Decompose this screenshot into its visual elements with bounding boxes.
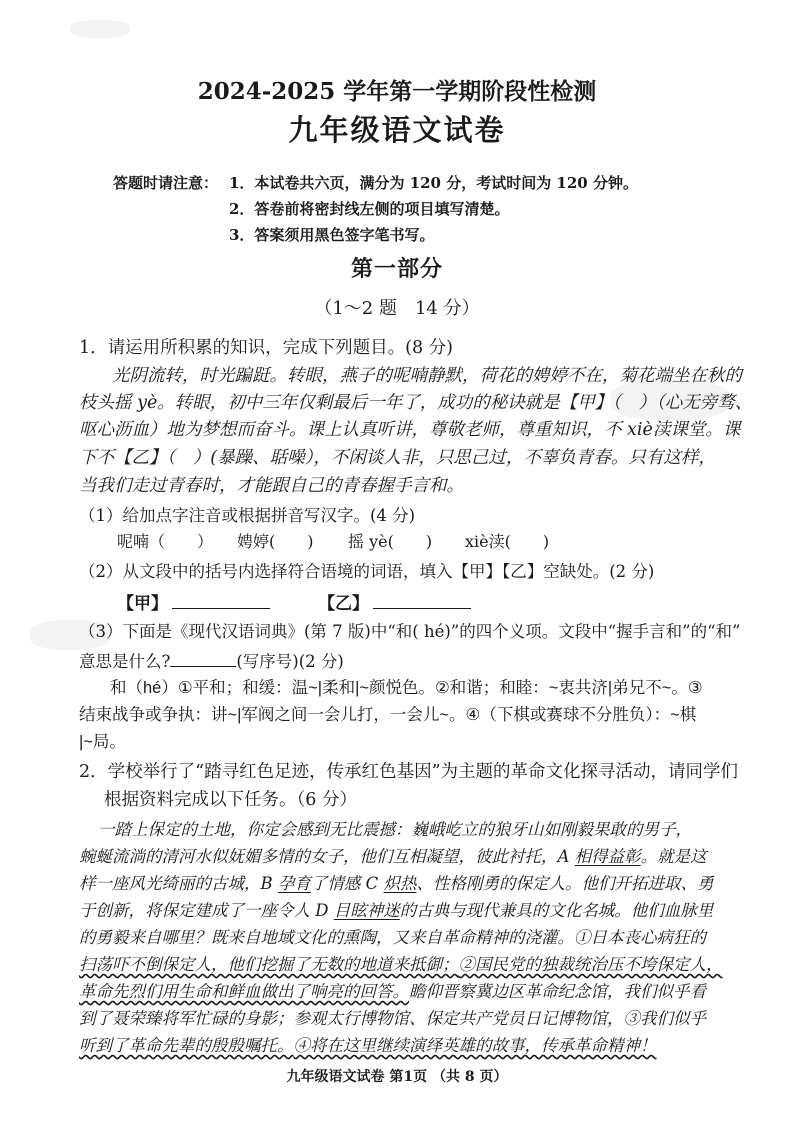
pinyin-item: 摇 yè( ) [348, 532, 433, 551]
q1-sub1-stem: （1）给加点字注音或根据拼音写汉字。(4 分) [79, 506, 416, 525]
dictionary-definition: 结束战争或争执：讲~|军阀之间一会儿打，一会儿~。④（下棋或赛球不分胜负）：~棋 [79, 706, 697, 724]
q2-text: 样一座风光绮丽的古城，B [79, 874, 278, 893]
q2-text: 的古典与现代兼具的文化名城。他们血脉里 [399, 901, 714, 920]
q1-sub3-stem: （3）下面是《现代汉语词典》(第 7 版)中“和( hé)”的四个义项。文段中“握手言和”的“和” [79, 622, 741, 641]
q2-passage-line [79, 903, 713, 920]
blank-b-line[interactable] [373, 594, 471, 609]
notice-item-2: 2．答卷前将密封线左侧的项目填写清楚。 [229, 200, 510, 218]
section-range: （1～2 题 14 分） [314, 298, 480, 319]
blank-a-label [117, 594, 270, 613]
q1-stem: 1．请运用所积累的知识，完成下列题目。(8 分) [79, 338, 453, 358]
q1-passage-line: 当我们走过青春时，才能跟自己的青春握手言和。 [79, 476, 464, 496]
notice-item-3: 3．答案须用黑色签字笔书写。 [229, 226, 435, 244]
q2-stem: 2．学校举行了“踏寻红色足迹，传承红色基因”为主题的革命文化探寻活动，请同学们 [79, 762, 739, 782]
blank-b-text: 【乙】 [318, 594, 369, 614]
q2-text: 蜿蜒流淌的清河水似妩媚多情的女子，他们互相凝望，彼此衬托，A [79, 847, 575, 866]
q2-passage-line [79, 849, 707, 866]
pinyin-item: 呢喃（ ） [117, 532, 214, 551]
q2-stem-2: 根据资料完成以下任务。（6 分） [104, 790, 357, 810]
q1-sub2-stem: （2）从文段中的括号内选择符合语境的词语，填入【甲】【乙】空缺处。(2 分) [79, 562, 655, 581]
wavy-sentence: 听到了革命先辈的殷殷嘱托。 [79, 1036, 294, 1055]
section-title: 第一部分 [350, 256, 443, 282]
blank-a-text: 【甲】 [117, 594, 168, 614]
q2-text: 了情感 C [310, 874, 384, 893]
notice-label: 答题时请注意： [113, 174, 219, 192]
q1-sub3-stem-2 [79, 652, 344, 671]
blank-a-line[interactable] [172, 594, 270, 609]
q2-text: 、性格刚勇的保定人。他们开拓进取、勇 [416, 874, 714, 893]
q2-passage-line: 一踏上保定的土地，你定会感到无比震撼：巍峨屹立的狼牙山如刚毅果敢的男子， [98, 820, 692, 839]
pinyin-item: 娉婷( ) [237, 532, 314, 551]
wavy-sentence: ②国民党的独裁统治压不垮保定人， [458, 955, 723, 974]
exam-title: 2024-2025 学年第一学期阶段性检测 [197, 78, 597, 105]
q2-passage-line [79, 876, 714, 893]
underlined-phrase-c: 炽热 [383, 874, 417, 893]
q2-text: 于创新，将保定建成了一座令人 D [79, 901, 334, 920]
wavy-sentence: ④将在这里继续演绎英雄的故事，传承革命精神！ [293, 1036, 657, 1055]
underlined-phrase-b: 孕育 [277, 874, 311, 893]
q1-passage-line: 枝头摇 yè。转眼，初中三年仅剩最后一年了，成功的秘诀就是【甲】（ ）（心无旁骛、 [79, 393, 753, 413]
q2-passage-line [79, 957, 723, 974]
q2-passage-line [79, 984, 706, 1001]
dictionary-definition: 和（hé）①平和；和缓：温~|柔和|~颜悦色。②和谐；和睦：~衷共济|弟兄不~。③ [110, 679, 703, 697]
q1-sub3-question: 意思是什么? [79, 652, 171, 671]
wavy-sentence: 革命先烈们用生命和鲜血做出了响亮的回答。 [79, 982, 409, 1001]
q2-passage-line [79, 1038, 657, 1055]
q2-passage-line: 的勇毅来自哪里？既来自地域文化的熏陶，又来自革命精神的浇灌。①日本丧心病狂的 [79, 928, 706, 947]
q2-text: 瞻仰晋察冀边区革命纪念馆，我们似乎看 [409, 982, 706, 1001]
pinyin-item: xiè渎( ) [465, 532, 550, 551]
notice-item-1: 1．本试卷共六页，满分为 120 分，考试时间为 120 分钟。 [229, 174, 638, 192]
dictionary-definition: |~局。 [79, 733, 126, 751]
underlined-phrase-d: 目眩神迷 [333, 901, 400, 920]
wavy-sentence: 扫荡吓不倒保定人，他们挖掘了无数的地道来抵御； [79, 955, 459, 974]
q1-passage-line: 呕心沥血）地为梦想而奋斗。课上认真听讲，尊敬老师，尊重知识，不 xiè渎课堂。课 [79, 420, 741, 440]
answer-blank[interactable] [170, 652, 236, 667]
exam-subtitle: 九年级语文试卷 [288, 113, 506, 147]
q2-passage-line: 到了聂荣臻将军忙碌的身影；参观太行博物馆、保定共产党员日记博物馆，③我们似乎 [79, 1009, 706, 1028]
page-footer: 九年级语文试卷 第1页 （共 8 页） [286, 1069, 508, 1085]
q1-passage-line: 下不【乙】（ ）(暴躁、聒噪），不闲谈人非，只思己过，不辜负青春。只有这样， [79, 448, 716, 468]
q2-text: 。就是这 [640, 847, 707, 866]
blank-b-label [318, 594, 471, 613]
q1-sub3-hint: (写序号)(2 分) [236, 652, 344, 671]
underlined-phrase-a: 相得益彰 [574, 847, 641, 866]
q1-passage-line: 光阴流转，时光蹁跹。转眼，燕子的呢喃静默，荷花的娉婷不在，菊花端坐在秋的 [112, 366, 742, 386]
scan-smudge [70, 20, 130, 38]
